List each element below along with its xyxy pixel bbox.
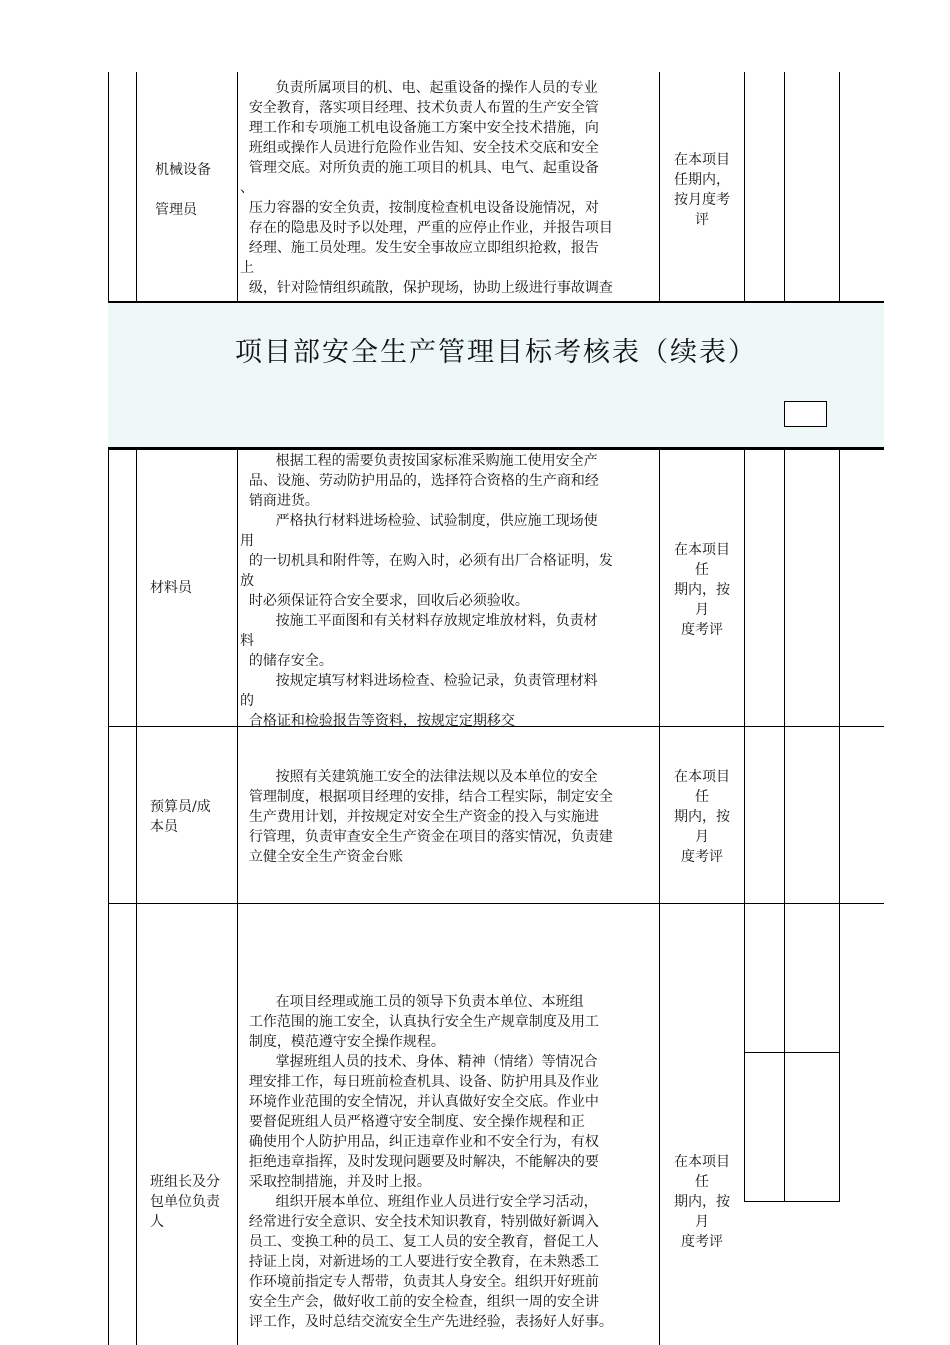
grid-line <box>108 449 109 1345</box>
role-cell: 班组长及分 包单位负责 人 <box>150 1174 220 1230</box>
duty-cell: 在项目经理或施工员的领导下负责本单位、本班组 工作范围的施工安全，认真执行安全生产规章制度及用工 制度，模范遵守安全操作规程。 掌握班组人员的技术、身体、精神（情绪）等情况合 理安排工作，每日班前检查机具、设备、防护用具及作业 环境作业范围的安全情况，并认真做好安全交底。作业中 要督促班组人员严格遵守安全制度、安全操作规程和正 确使用个人防护用品，纠正违章作业和不安全行为，有权 拒绝违章指挥，及时发现问题要及时解决，不能解决的要 采取控制措施，并及时上报。 组织开展本单位、班组作业人员进行安全学习活动， 经常进行安全意识、安全技术知识教育，特别做好新调入 员工、变换工种的员工、复工人员的安全教育，督促工人 持证上岗，对新进场的工人要进行安全教育，在未熟悉工 作环境前指定专人帮带，负责其人身安全。组织开好班前 安全生产会，做好收工前的安全检查，组织一周的安全讲 评工作，及时总结交流安全生产先进经验，表扬好人好事。 <box>248 994 613 1330</box>
evaluation-cell: 在本项目 任 期内，按 月 度考评 <box>674 542 730 638</box>
evaluation-cell: 在本项目 任 期内，按 月 度考评 <box>674 769 730 865</box>
evaluation-cell: 在本项目 任期内， 按月度考 评 <box>674 152 730 228</box>
grid-line <box>839 72 840 303</box>
grid-line <box>744 1201 840 1202</box>
grid-line <box>744 1052 840 1053</box>
grid-line <box>744 449 745 1202</box>
grid-line <box>237 449 238 1345</box>
page-title: 项目部安全生产管理目标考核表（续表） <box>235 337 757 368</box>
grid-line <box>108 72 109 303</box>
grid-line <box>784 449 785 1202</box>
role-cell: 材料员 <box>150 580 192 596</box>
grid-line <box>136 72 137 303</box>
grid-line <box>744 72 745 303</box>
grid-line <box>108 447 884 450</box>
grid-line <box>784 72 785 303</box>
grid-line <box>237 72 238 303</box>
duty-cell: 根据工程的需要负责按国家标准采购施工使用安全产 品、设施、劳动防护用品的，选择符合资格的生产商和经 销商进货。 严格执行材料进场检验、试验制度，供应施工现场使 用 的一切机具和附件等，在购入时，必须有出厂合格证明，发 放 时必须保证符合安全要求，回收后必须验收。 按施工平面图和有关材料存放规定堆放材料，负责材 料 的储存安全。 按规定填写材料进场检查、检验记录，负责管理材料 的 合格证和检验报告等资料，按规定定期移交 <box>240 453 613 729</box>
role-cell: 预算员/成 本员 <box>150 799 211 835</box>
continuation-banner <box>108 303 884 447</box>
role-cell: 机械设备 管理员 <box>155 162 211 218</box>
evaluation-cell: 在本项目 任 期内，按 月 度考评 <box>674 1154 730 1250</box>
grid-line <box>136 449 137 1345</box>
duty-cell: 负责所属项目的机、电、起重设备的操作人员的专业 安全教育，落实项目经理、技术负责人布置的生产安全管 理工作和专项施工机电设备施工方案中安全技术措施，向 班组或操作人员进行危险作业告知、安全技术交底和安全 管理交底。对所负责的施工项目的机具、电气、起重设备 、 压力容器的安全负责，按制度检查机电设备设施情况，对 存在的隐患及时予以处理，严重的应停止作业，并报告项目 经理、施工员处理。发生安全事故应立即组织抢救，报告 上 级，针对险情组织疏散，保护现场，协助上级进行事故调查 <box>240 80 613 296</box>
grid-line <box>839 449 840 1202</box>
grid-line <box>108 903 884 904</box>
score-box <box>784 401 827 427</box>
duty-cell: 按照有关建筑施工安全的法律法规以及本单位的安全 管理制度，根据项目经理的安排，结合工程实际，制定安全 生产费用计划，并按规定对安全生产资金的投入与实施进 行管理，负责审查安全生产资金在项目的落实情况，负责建 立健全安全生产资金台账 <box>248 769 613 865</box>
